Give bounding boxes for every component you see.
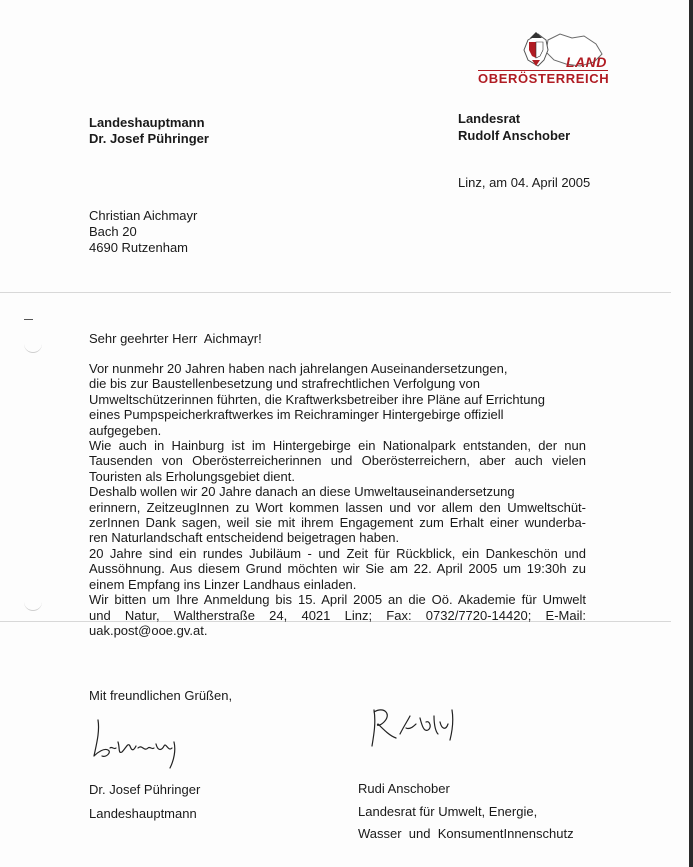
signer-left-title: Landeshauptmann [89, 806, 197, 821]
fold-line [0, 292, 671, 293]
body-line: eines Pumpspeicherkraftwerkes im Reichraminger Hintergebirge offiziell [89, 407, 504, 423]
signature-anschober [366, 700, 486, 760]
punch-hole-mark [24, 596, 42, 611]
body-line: uak.post@ooe.gv.at. [89, 622, 208, 638]
fold-mark [24, 319, 33, 320]
body-line: Umweltschützerinnen führten, die Kraftwerksbetreiber ihre Pläne auf Errichtung [89, 391, 545, 407]
body-line: die bis zur Baustellenbesetzung und strafrechtlichen Verfolgung von [89, 376, 480, 392]
land-oberoesterreich-logo [470, 26, 610, 86]
sender-right-name: Rudolf Anschober [458, 128, 571, 143]
logo-land-text: LAND [566, 54, 607, 70]
sender-right-title: Landesrat [458, 111, 521, 126]
closing: Mit freundlichen Grüßen, [89, 688, 233, 703]
letter-date: Linz, am 04. April 2005 [458, 175, 591, 190]
body-line: erinnern, ZeitzeugInnen zu Wort kommen lassen und vor allem den Umweltschüt- [89, 499, 586, 515]
body-line: Aussöhnung. Aus diesem Grund möchten wir Sie am 22. April 2005 um 19:30h zu [89, 561, 586, 577]
logo-state-name: OBERÖSTERREICH [478, 71, 610, 86]
salutation: Sehr geehrter Herr Aichmayr! [89, 331, 262, 346]
recipient-name: Christian Aichmayr [89, 208, 198, 223]
sender-left-title: Landeshauptmann [89, 115, 205, 130]
body-line: ren Naturlandschaft entscheidend beigetragen haben. [89, 530, 400, 546]
signer-right-title-2: Wasser und KonsumentInnenschutz [358, 826, 574, 841]
scan-edge [689, 0, 693, 867]
signer-left-name: Dr. Josef Pühringer [89, 782, 201, 797]
signer-right-title-1: Landesrat für Umwelt, Energie, [358, 804, 538, 819]
body-line: 20 Jahre sind ein rundes Jubiläum - und Zeit für Rückblick, ein Dankeschön und [89, 545, 586, 561]
body-line: Wie auch in Hainburg ist im Hintergebirge ein Nationalpark entstanden, der nun [89, 438, 586, 454]
body-line: einem Empfang ins Linzer Landhaus einladen. [89, 576, 357, 592]
body-line: Deshalb wollen wir 20 Jahre danach an diese Umweltauseinandersetzung [89, 484, 515, 500]
recipient-street: Bach 20 [89, 224, 137, 239]
sender-left-name: Dr. Josef Pühringer [89, 131, 209, 146]
recipient-city: 4690 Rutzenham [89, 240, 189, 255]
punch-hole-mark [24, 338, 42, 353]
body-line: und Natur, Waltherstraße 24, 4021 Linz; Fax: 0732/7720-14420; E-Mail: [89, 607, 586, 623]
body-line: zerInnen Dank sagen, weil sie mit ihrem Engagement zum Erhalt einer wunderba- [89, 515, 586, 531]
letter-body [89, 361, 586, 638]
signature-puehringer [88, 712, 198, 772]
body-line: aufgegeben. [89, 422, 162, 438]
body-line: Tausenden von Oberösterreicherinnen und Oberösterreichern, aber auch vielen [89, 453, 586, 469]
body-line: Touristen als Erholungsgebiet dient. [89, 468, 295, 484]
body-line: Wir bitten um Ihre Anmeldung bis 15. April 2005 an die Oö. Akademie für Umwelt [89, 592, 586, 608]
body-line: Vor nunmehr 20 Jahren haben nach jahrelangen Auseinandersetzungen, [89, 361, 508, 376]
signer-right-name: Rudi Anschober [358, 781, 450, 796]
